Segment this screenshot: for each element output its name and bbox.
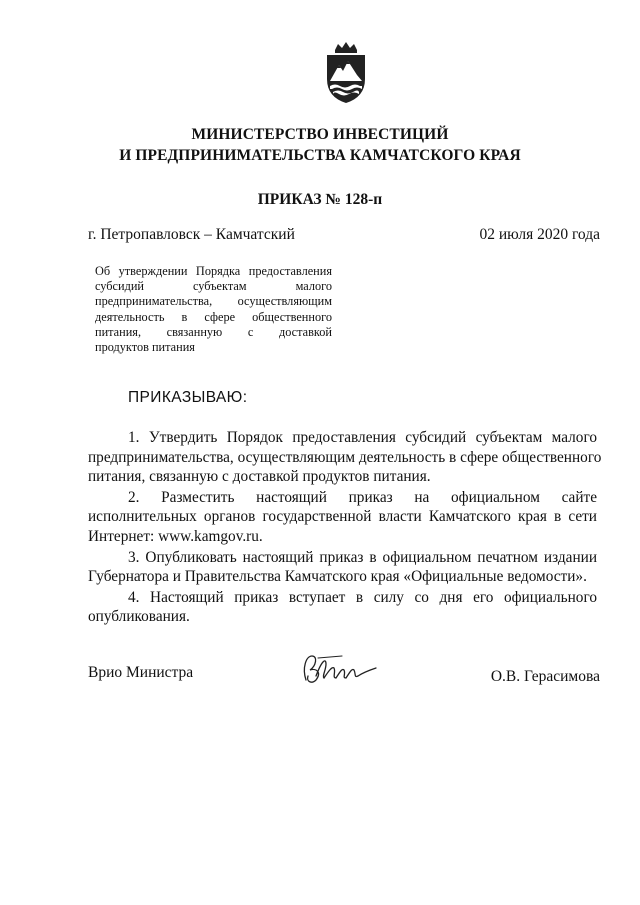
paragraph-line: Интернет: www.kamgov.ru. <box>88 527 263 545</box>
ministry-line-2: И ПРЕДПРИНИМАТЕЛЬСТВА КАМЧАТСКОГО КРАЯ <box>119 147 521 164</box>
paragraph-line: питания, связанную с доставкой продуктов питания. <box>88 468 431 486</box>
ministry-header <box>0 124 640 166</box>
paragraph-line: предпринимательства, осуществляющим деятельность в сфере общественного <box>88 448 602 466</box>
paragraph-line: 1. Утвердить Порядок предоставления субсидий субъектам малого <box>128 429 597 446</box>
paragraph-line: 3. Опубликовать настоящий приказ в официальном печатном издании <box>128 548 597 566</box>
order-subject <box>95 264 332 355</box>
handwritten-signature-icon <box>296 650 380 688</box>
paragraph-line: 2. Разместить настоящий приказ на официальном сайте <box>128 488 597 506</box>
subject-line: субсидий субъектам малого <box>95 279 332 294</box>
order-title: ПРИКАЗ № 128-п <box>257 191 383 208</box>
order-paragraph-4 <box>88 588 597 627</box>
signer-role: Врио Министра <box>88 664 194 681</box>
decree-word: ПРИКАЗЫВАЮ: <box>128 389 248 406</box>
paragraph-line: опубликования. <box>88 608 190 626</box>
order-paragraph-2 <box>88 488 597 547</box>
order-paragraph-1 <box>88 428 602 487</box>
subject-line: Об утверждении Порядка предоставления <box>95 264 332 278</box>
paragraph-line: Губернатора и Правительства Камчатского края «Официальные ведомости». <box>88 568 587 586</box>
order-paragraph-3 <box>88 548 597 587</box>
paragraph-line: 4. Настоящий приказ вступает в силу со дня его официального <box>128 588 597 606</box>
order-body <box>88 428 602 628</box>
coat-of-arms-icon <box>321 41 371 105</box>
document-date: 02 июля 2020 года <box>479 226 600 243</box>
subject-line: предпринимательства, осуществляющим <box>95 294 332 309</box>
paragraph-line: исполнительных органов государственной власти Камчатского края в сети <box>88 508 597 526</box>
subject-line: продуктов питания <box>95 340 195 355</box>
ministry-line-1: МИНИСТЕРСТВО ИНВЕСТИЦИЙ <box>191 126 449 143</box>
subject-line: деятельность в сфере общественного <box>95 309 332 324</box>
subject-line: питания, связанную с доставкой <box>95 324 332 339</box>
document-place: г. Петропавловск – Камчатский <box>88 226 295 243</box>
signer-name: О.В. Герасимова <box>490 668 600 685</box>
